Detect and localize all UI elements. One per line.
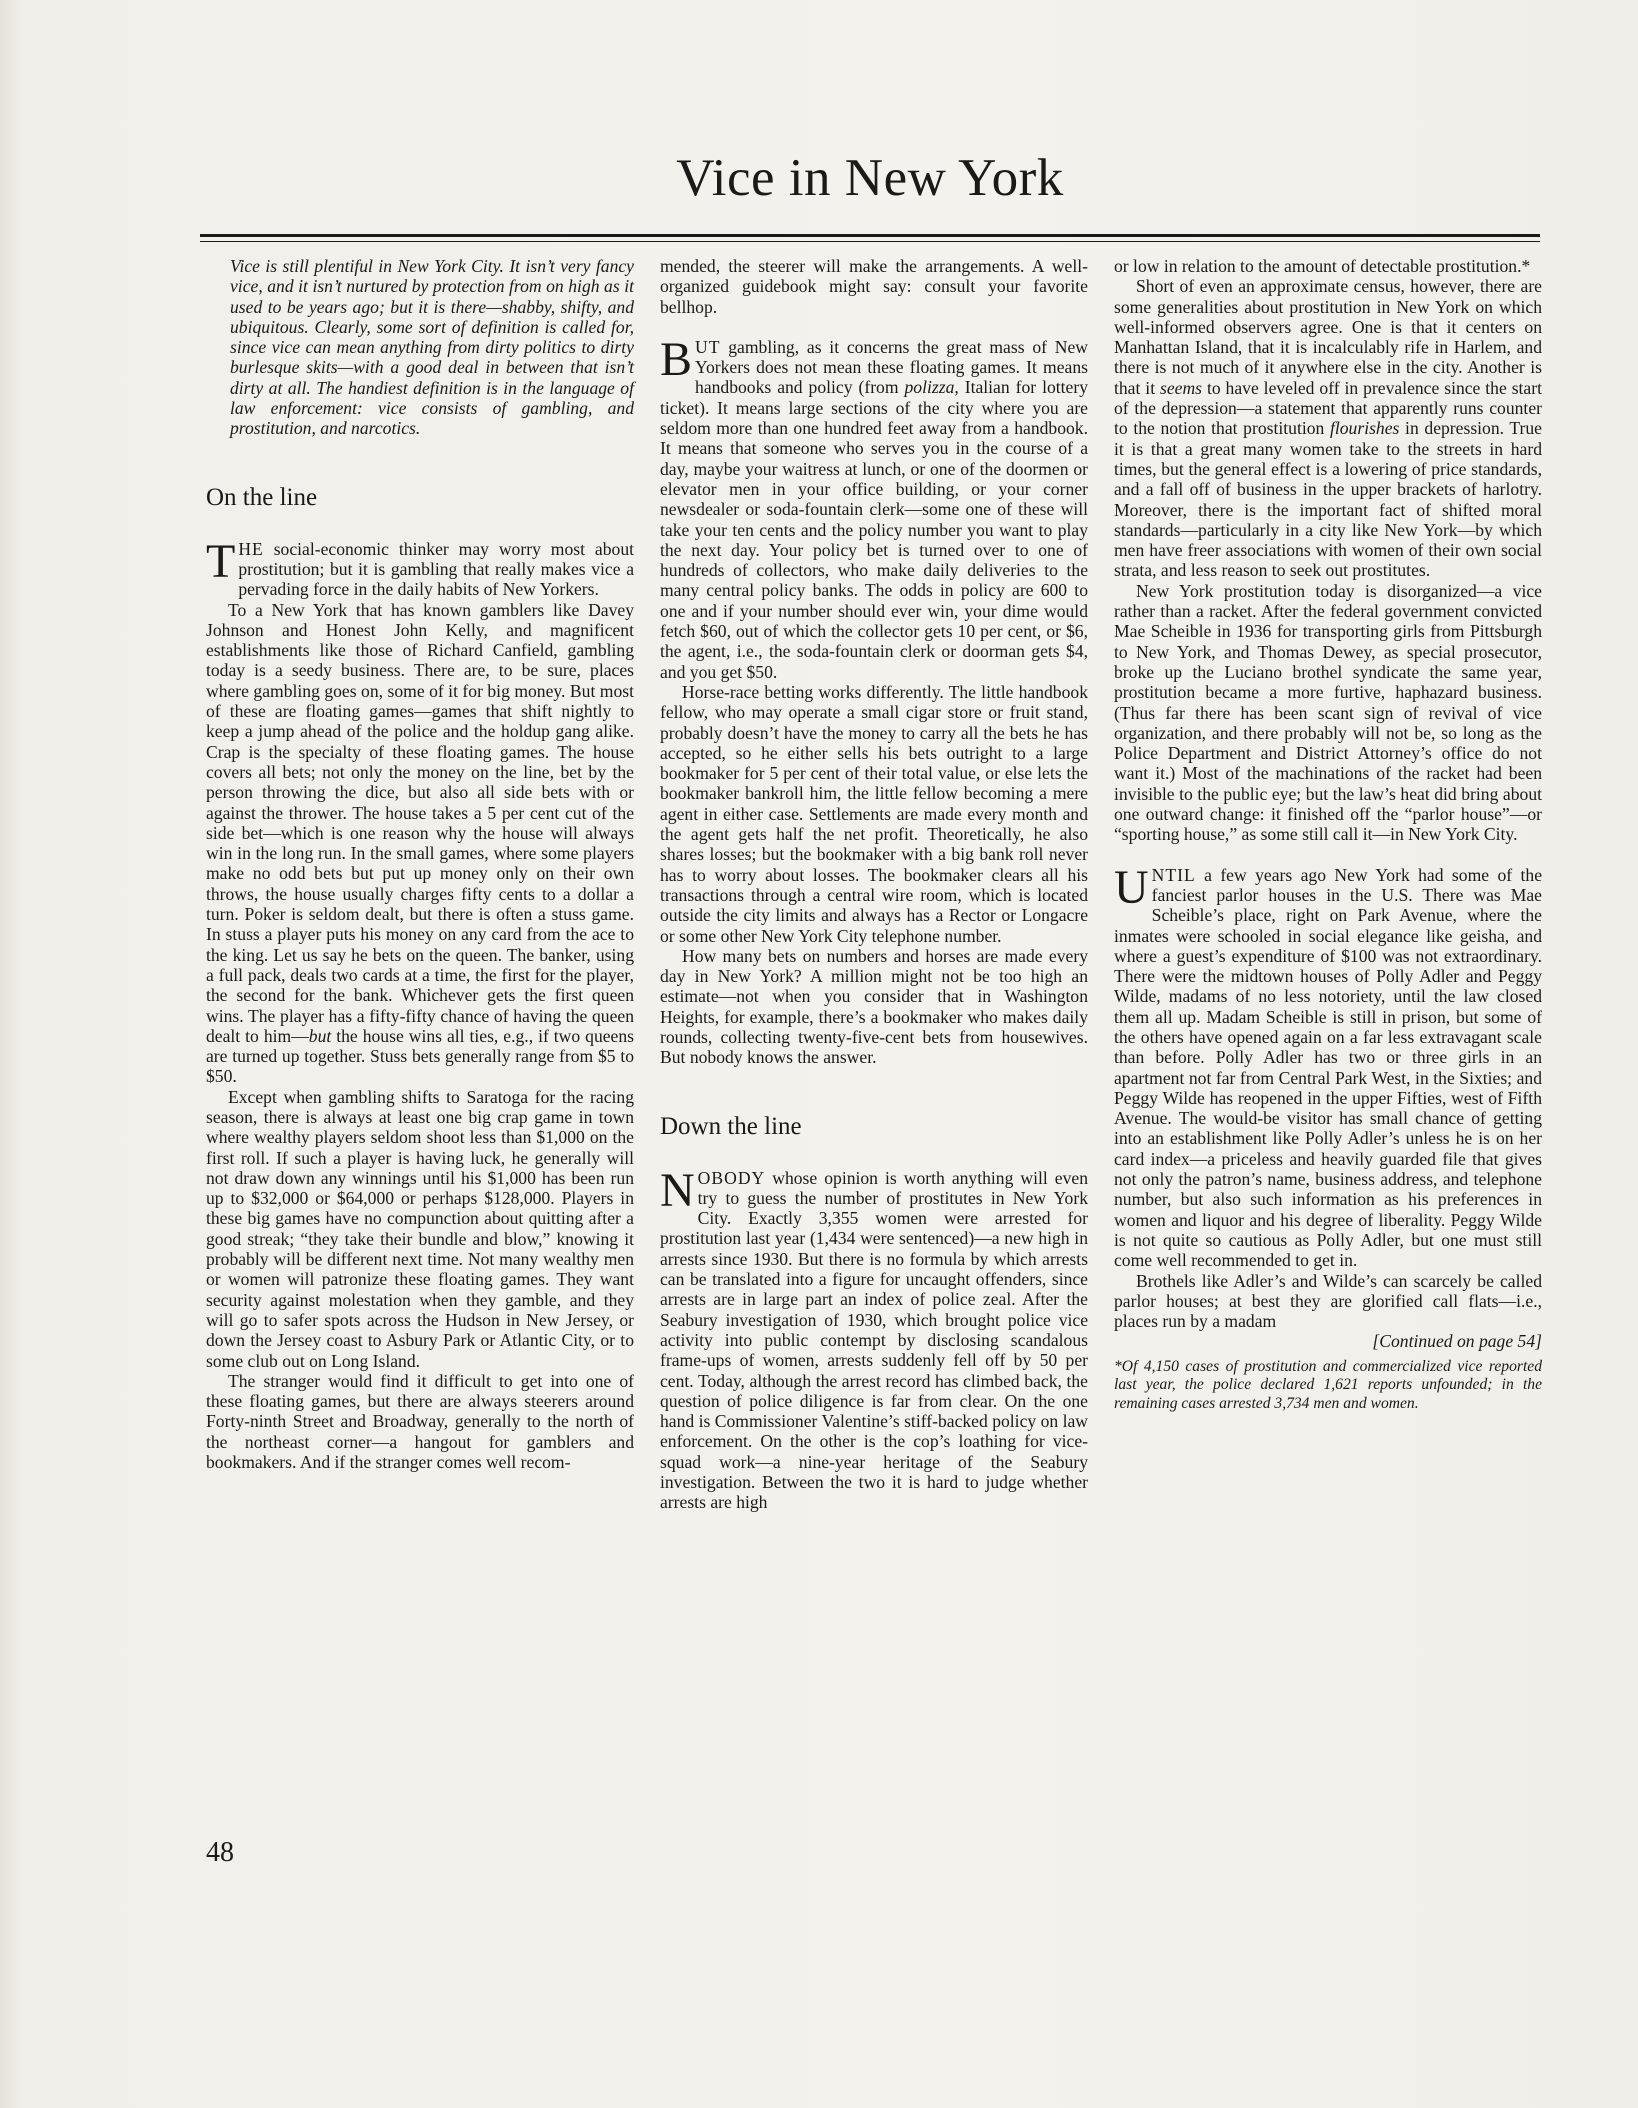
column-2 xyxy=(660,256,1088,1513)
paragraph-text: to have leveled off in prevalence since the start of the depression—a statement that apparently runs counter to the notion that prostitution xyxy=(1114,377,1542,439)
paragraph: or low in relation to the amount of detectable prostitution.* xyxy=(1114,256,1531,276)
italic-text: seems xyxy=(1160,377,1203,398)
paragraph-text: gambling, as it concerns the great mass of New Yorkers does not mean these floating games. It means handbooks and policy (from xyxy=(695,336,1088,398)
paragraph xyxy=(660,1163,1088,1513)
paragraph: Horse-race betting works differently. The little handbook fellow, who may operate a small cigar store or fruit stand, probably doesn’t have the money to carry all the bets he has accepted, so he either sells his bets outright to a large bookmaker for 5 per cent of their total value, or else lets the bookmaker bankroll him, the little fellow becoming a mere agent in either case. Settlements are made every month and the agent gets half the net profit. Theoretically, he also shares losses; but the bookmaker with a big bank roll never has to worry about losses. The bookmaker clears all his transactions through a central wire room, which is located outside the city limits and always has a Rector or Longacre or some other New York City telephone number. xyxy=(660,681,1088,946)
italic-text: polizza, xyxy=(904,377,959,398)
intro-paragraph: Vice is still plentiful in New York City. It isn’t very fancy vice, and it isn’t nurtured by protection from on high as it used to be years ago; but it is there—shabby, shifty, and ubiquitous. Clearly, some sort of definition is called for, since vice can mean anything from dirty politics to dirty burlesque skits—with a good deal in between that isn’t dirty at all. The handiest definition is in the language of law enforcement: vice consists of gambling, and prostitution, and narcotics. xyxy=(230,256,634,439)
italic-text: flourishes xyxy=(1329,418,1400,439)
drop-cap: U xyxy=(1114,860,1149,914)
paragraph-text: in depression. True it is that a great many women take to the streets in hard times, but the general effect is a lowering of price standards, and a fall off of business in the upper brackets of harlotry. Moreover, there is the important fact of shifted moral standards—particularly in a city like New York—by which men have freer associations with women of their own social strata, and less reason to seek out prostitutes. xyxy=(1114,418,1542,581)
paragraph-text: Italian for lottery ticket). It means large sections of the city where you are seldom more than one hundred feet away from a handbook. It means that someone who serves you in the course of a day, maybe your waitress at lunch, or one of the doormen or elevator men in your office building, or your corner newsdealer or soda-fountain clerk—some one of these will take your ten cents and the policy number you want to play the next day. Your policy bet is turned over to one of hundreds of collectors, who make daily deliveries to the many central policy banks. The odds in policy are 600 to one and if your number should ever win, your dime would fetch $60, out of which the collector gets 10 per cent, or $6, the agent, i.e., the soda-fountain clerk or doorman gets $4, and you get $50. xyxy=(660,377,1089,682)
paragraph xyxy=(660,332,1089,682)
paragraph: The stranger would find it difficult to get into one of these floating games, but there are always steerers around Forty-ninth Street and Broadway, generally to the north of the northeast corner—a hangout for gamblers and bookmakers. And if the stranger comes well recom- xyxy=(206,1370,634,1473)
drop-cap: B xyxy=(660,332,693,386)
column-3 xyxy=(1114,256,1542,1414)
paragraph-text: social-economic thinker may worry most about prostitution; but it is gambling that really makes vice a pervading force in the daily habits of New Yorkers. xyxy=(238,538,634,600)
paragraph: mended, the steerer will make the arrangements. A well-organized guidebook might say: consult your favorite bellhop. xyxy=(660,256,1088,317)
article-title: Vice in New York xyxy=(676,149,1064,207)
page-number: 48 xyxy=(206,1837,234,1868)
italic-text: but xyxy=(308,1025,332,1046)
lead-in: UT xyxy=(695,336,721,357)
paragraph-text: a few years ago New York had some of the fanciest parlor houses in the U.S. There was Mae Scheible’s place, right on Park Avenue, where the inmates were schooled in social elegance like geisha, and where a guest’s expenditure of $100 was not extraordinary. There were the midtown houses of Polly Adler and Peggy Wilde, madams of no less notoriety, until the law closed them all up. Madam Scheible is still in prison, but some of the others have opened again on a far less extravagant scale than before. Polly Adler has two or three girls in an apartment not far from Central Park West, in the Sixties; and Peggy Wilde has reopened in the upper Fifties, west of Fifth Avenue. The would-be visitor has small chance of getting into an establishment like Polly Adler’s unless he is on her card index—a priceless and heavily guarded file that gives not only the patron’s name, business address, and telephone number, but also such information as his preferences in women and liquor and his degree of liberality. Peggy Wilde is not quite so cautious as Polly Adler, but one must still come well recommended to get in. xyxy=(1114,864,1542,1271)
section-heading-on-the-line: On the line xyxy=(206,483,318,511)
lead-in: NTIL xyxy=(1151,864,1196,885)
paragraph xyxy=(1114,276,1542,580)
paragraph: New York prostitution today is disorganized—a vice rather than a racket. After the federal government convicted Mae Scheible in 1936 for transporting girls from Pittsburgh to New York, and Thomas Dewey, as special prosecutor, broke up the Luciano brothel syndicate the same year, prostitution became a more furtive, haphazard business. (Thus far there has been scant sign of revival of vice organization, and there probably will not be, so long as the Police Department and District Attorney’s office do not want it.) Most of the machinations of the racket had been invisible to the public eye; but the law’s heat did bring about one outward change: it finished off the “parlor house”—or “sporting house,” as some still call it—in New York City. xyxy=(1114,580,1542,845)
lead-in: HE xyxy=(238,538,264,559)
column-1 xyxy=(206,256,634,1472)
paragraph xyxy=(1114,860,1542,1271)
paragraph: How many bets on numbers and horses are made every day in New York? A million might not be too high an estimate—not when you consider that in Washington Heights, for example, there’s a bookmaker who makes daily rounds, collecting twenty-five-cent bets from housewives. But nobody knows the answer. xyxy=(660,945,1088,1068)
drop-cap: T xyxy=(206,534,236,588)
paragraph: Brothels like Adler’s and Wilde’s can scarcely be called parlor houses; at best they are glorified call flats—i.e., places run by a madam xyxy=(1114,1270,1542,1332)
footnote: *Of 4,150 cases of prostitution and commercialized vice reported last year, the police declared 1,621 reports unfounded; in the remaining cases arrested 3,734 men and women. xyxy=(1114,1357,1542,1412)
lead-in: OBODY xyxy=(697,1167,766,1188)
section-heading-down-the-line: Down the line xyxy=(660,1112,802,1140)
drop-cap: N xyxy=(660,1163,695,1217)
paragraph-text: whose opinion is worth anything will even try to guess the number of prostitutes in New York City. Exactly 3,355 women were arrested for prostitution last year (1,434 were sentenced)—a new high in arrests since 1930. But there is no formula by which arrests can be translated into a figure for uncaught offenders, since arrests are in large part an index of police zeal. After the Seabury investigation of 1930, which brought police vice activity into public contempt by disclosing scandalous frame-ups of women, arrests suddenly fell off by 50 per cent. Today, although the arrest record has climbed back, the question of police diligence is far from clear. On the one hand is Commissioner Valentine’s stiff-backed policy on law enforcement. On the other is the cop’s loathing for vice-squad work—a nine-year heritage of the Seabury investigation. Between the two it is hard to judge whether arrests are high xyxy=(660,1167,1088,1513)
paragraph-text: Short of even an approximate census, however, there are some generalities about prostitution in New York on which well-informed observers agree. One is that it centers on Manhattan Island, that it is incalculably rife in Harlem, and there is not much of it anywhere else in the city. Another is that it xyxy=(1114,276,1542,398)
title-rule-thin xyxy=(200,241,1540,242)
paragraph: Except when gambling shifts to Saratoga for the racing season, there is always at least one big crap game in town where wealthy players seldom shoot less than $1,000 on the first roll. If such a player is having luck, he generally will not draw down any winnings until his $1,000 has been run up to $32,000 or $64,000 or perhaps $128,000. Players in these big games have no compunction about quitting after a good streak; “they take their bundle and blow,” knowing it probably will be different next time. Not many wealthy men or women will patronize these floating games. They want security against molestation when they gamble, and they will go to safer spots across the Hudson in New Jersey, or down the Jersey coast to Asbury Park or Atlantic City, or to some club out on Long Island. xyxy=(206,1086,634,1371)
paragraph-text: the house wins all ties, e.g., if two queens are turned up together. Stuss bets generally range from $5 to $50. xyxy=(206,1025,635,1087)
paragraph xyxy=(206,534,634,600)
paragraph xyxy=(206,600,634,1087)
paragraph-text: To a New York that has known gamblers like Davey Johnson and Honest John Kelly, and magnificent establishments like those of Richard Canfield, gambling today is a seedy business. There are, to be sure, places where gambling goes on, some of it for big money. But most of these are floating games—games that shift nightly to keep a jump ahead of the police and the holdup gang alike. Crap is the specialty of these floating games. The house covers all bets; not only the money on the line, bet by the person throwing the dice, but also all side bets with or against the thrower. The house takes a 5 per cent cut of the side bet—which is one reason why the house will always win in the long run. In the small games, where some players make no odd bets but put up money only on their own throws, the house usually charges fifty cents to a dollar a turn. Poker is seldom dealt, but there is often a stuss game. In stuss a player puts his money on any card from the ace to the king. Let us say he bets on the queen. The banker, using a full pack, deals two cards at a time, the first for the player, the second for the bank. Whichever gets the first queen wins. The player has a fifty-fifty chance of having the queen dealt to him— xyxy=(206,599,634,1046)
continued-note: [Continued on page 54] xyxy=(1372,1331,1542,1352)
title-rule-thick xyxy=(200,234,1540,237)
